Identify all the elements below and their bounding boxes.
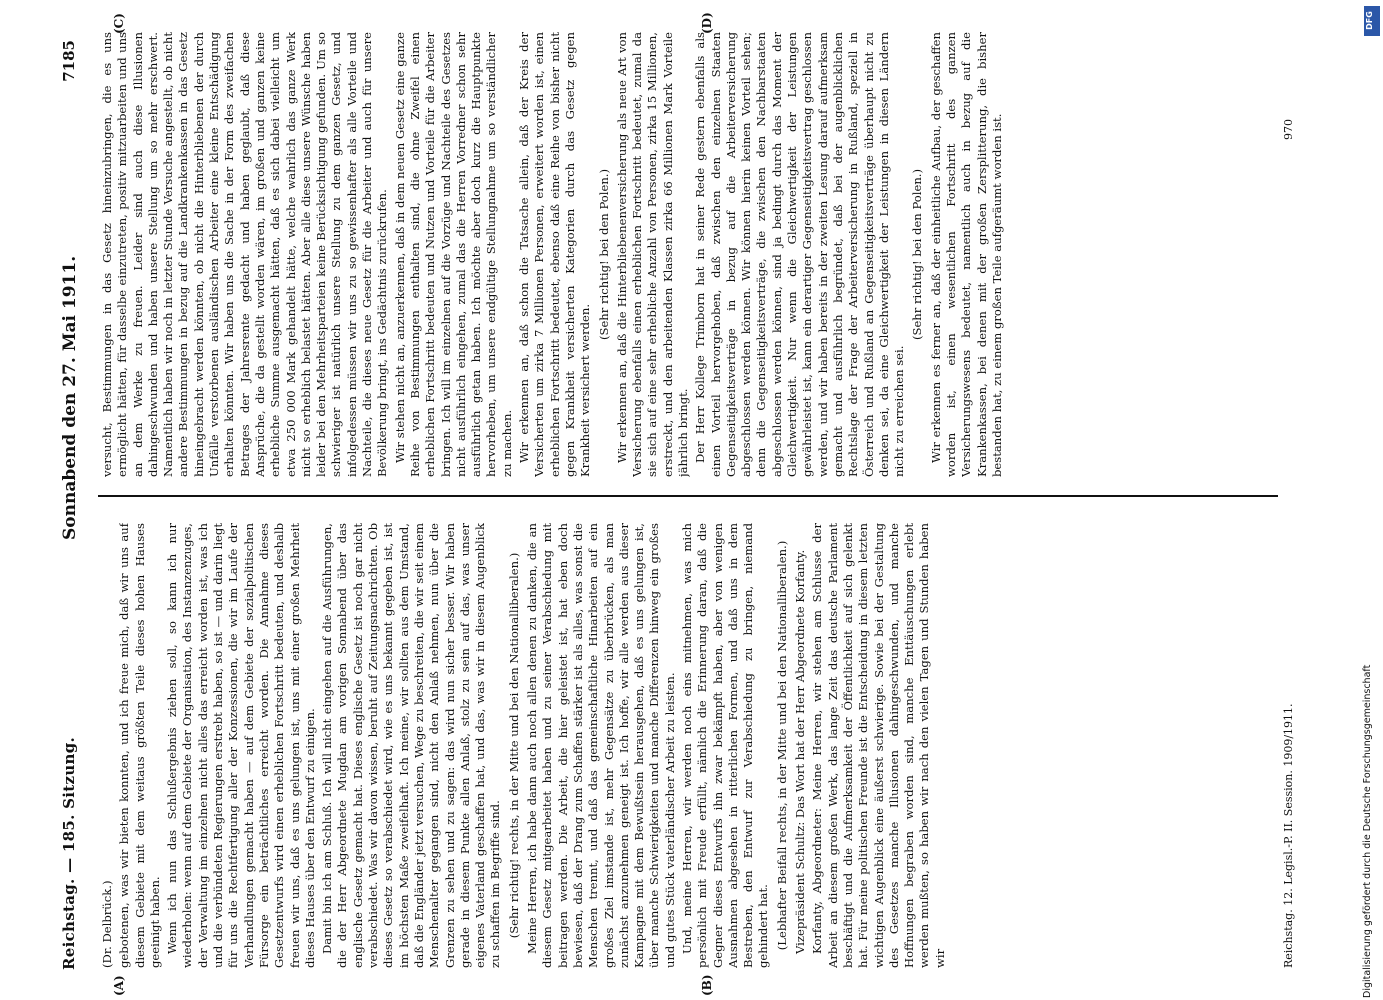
paragraph: versucht, Bestimmungen in das Gesetz hineinzubringen, die es uns ermöglicht hätten, für dasselbe einzutreten, positiv mitzuarbeiten und uns an dem Werke zu freuen. Leider sind auch diese Illusionen dahingeschwunden und haben unsere Stellung um so mehr erschwert. Namentlich haben wir noch in letzter Stunde Versuche angestellt, ob nicht andere Bestimmungen in bezug auf die Landkrankenkassen in das Gesetz hineingebracht werden könnten, ob nicht die Hinterbliebenen der durch Unfälle verstorbenen ausländischen Arbeiter eine kleine Entschädigung erhalten könnten. Wir haben uns die Sache in der Form des zweifachen Betrages der Jahresrente gedacht und haben geglaubt, daß diese Ansprüche, die da gestellt worden wären, im großen und ganzen keine erhebliche Summe ausgemacht hätten, daß es sich dabei vielleicht um etwa 250 000 Mark gehandelt hätte, welche wahrlich das ganze Werk nicht so erheblich belastet hätten. Aber alle diese unsere Wünsche haben leider bei den Mehrheitsparteien keine Berücksichtigung gefunden. Um so schwieriger ist natürlich unsere Stellung zu dem ganzen Gesetz, und infolgedessen müssen wir uns zu so gewissenhafter als alle Vorteile und Nachteile, die dieses neue Gesetz für die Arbeiter und auch für unsere Bevölkerung bringt, ins Gedächtnis zurückrufen. bbox=[100, 32, 390, 477]
paragraph: Korfanty, Abgeordneter: Meine Herren, wir stehen am Schlusse der Arbeit an diesem großen Werk, das lange Zeit das deutsche Parlament beschäftigt und die Aufmerksamkeit der Öffentlichkeit auf sich gelenkt hat. Für meine politischen Freunde ist die Entscheidung in diesem letzten wichtigen Augenblick eine äußerst schwierige. Sowie bei der Gestaltung des Gesetzes manche Illusionen dahingeschwunden, und manche Hoffnungen begraben worden sind, manche Enttäuschungen erlebt werden mußten, so haben wir nach den vielen Tagen und Stunden haben wir bbox=[810, 523, 947, 968]
paragraph: Und, meine Herren, wir werden noch eins mitnehmen, was mich persönlich mit Freude erfüllt, nämlich die Erinnerung daran, daß die Gegner dieses Entwurfs ihn zwar bekämpft haben, aber von wenigen Ausnahmen abgesehen in ritterlichen Formen, und daß uns in dem Bestreben, den Entwurf zur Verabschiedung zu bringen, niemand gehindert hat. bbox=[679, 523, 771, 968]
credit-text: Digitalisierung gefördert durch die Deutsche Forschungsgemeinschaft bbox=[1362, 664, 1373, 998]
header-date: Sonnabend den 27. Mai 1911. bbox=[60, 255, 80, 540]
paragraph: Wir erkennen an, daß die Hinterbliebenenversicherung als neue Art von Versicherung ebenfalls einen erheblichen Fortschritt bedeutet, zumal da sie sich auf eine sehr erhebliche Anzahl von Personen, zirka 15 Millionen, erstreckt, und den arbeitenden Klassen zirka 66 Millionen Mark Vorteile jährlich bringt. bbox=[614, 32, 690, 477]
paragraph: Der Herr Kollege Trimborn hat in seiner Rede gestern ebenfalls als einen Vorteil hervorgehoben, daß zwischen den einzelnen Staaten Gegenseitigkeitsverträge in bezug auf die Arbeiterversicherung abgeschlossen werden können. Wir können hierin keinen Vorteil sehen; denn die Gegenseitigkeitsverträge, die zwischen den Nachbarstaaten abgeschlossen werden können, sind ja bedingt durch das Moment der Gleichwertigkeit. Nur wenn die Gleichwertigkeit der Leistungen gewährleistet ist, kann ein derartiger Gegenseitigkeitsvertrag geschlossen werden, und wir haben bereits in der zweiten Lesung darauf aufmerksam gemacht und ausführlich begründet, daß bei der augenblicklichen Rechtslage der Frage der Arbeiterversicherung in Rußland, speziell in Österreich und Rußland an Gegenseitigkeitsverträge überhaupt nicht zu denken sei, da eine Gleichwertigkeit der Leistungen in diesen Ländern nicht zu erreichen sei. bbox=[693, 32, 907, 477]
paragraph: Wir erkennen es ferner an, daß der einheitliche Aufbau, der geschaffen worden ist, einen wesentlichen Fortschritt des ganzen Versicherungswesens bedeutet, namentlich auch in bezug auf die Krankenkassen, bei denen mit der großen Zersplitterung, die bisher bestanden hat, zu einem großen Teile aufgeräumt worden ist. bbox=[928, 32, 1004, 477]
margin-marker-a: (A) bbox=[112, 975, 126, 996]
margin-marker-d: (D) bbox=[700, 12, 714, 34]
paragraph: gebotenen, was wir bieten konnten, und ich freue mich, daß wir uns auf diesem Gebiete mit dem weitaus größten Teile dieses hohen Hauses geeinigt haben. bbox=[117, 523, 162, 968]
dfg-logo: DFG bbox=[1364, 6, 1380, 36]
margin-marker-b: (B) bbox=[700, 974, 714, 996]
paragraph: Wir stehen nicht an, anzuerkennen, daß in dem neuen Gesetz eine ganze Reihe von Bestimmungen enthalten sind, die ohne Zweifel einen erheblichen Fortschritt bedeuten und Nutzen und Vorteile für die Arbeiter bringen. Ich will im einzelnen auf die Vorzüge und Nachteile des Gesetzes nicht ausführlich eingehen, zumal das die Herren Vorredner schon sehr ausführlich getan haben. Ich möchte aber doch kurz die Hauptpunkte hervorheben, um unsere endgültige Stellungnahme um so verständlicher zu machen. bbox=[392, 32, 514, 477]
right-text-column bbox=[100, 32, 1280, 477]
paragraph: Damit bin ich am Schluß. Ich will nicht eingehen auf die Ausführungen, die der Herr Abgeordnete Mugdan am vorigen Sonnabend über das englische Gesetz gemacht hat. Dieses englische Gesetz ist noch gar nicht verabschiedet. Was wir davon wissen, beruht auf Zeitungsnachrichten. Ob dieses Gesetz so verabschiedet wird, wie es uns bekannt gegeben ist, ist im höchsten Maße zweifelhaft. Ich meine, wir sollten aus dem Umstand, daß die Engländer jetzt versuchen, Wege zu beschreiten, die wir seit einem Menschenalter gegangen sind, nicht den Anlaß nehmen, nun über die Grenzen zu sehen und zu sagen: das wird nun sicher besser. Wir haben gerade in diesem Punkte allen Anlaß, stolz zu sein auf das, was unser eigenes Vaterland geschaffen hat, und das, was wir in diesem Augenblick zu schaffen im Begriffe sind. bbox=[320, 523, 503, 968]
speaker-reference: (Dr. Delbrück.) bbox=[100, 880, 114, 968]
speaker-announcement: Vizepräsident Schultz: Das Wort hat der Herr Abgeordnete Korfanty. bbox=[793, 549, 808, 954]
applause-note: (Sehr richtig! rechts, in der Mitte und bei den Nationalliberalen.) bbox=[506, 552, 521, 939]
applause-note: (Sehr richtig! bei den Polen.) bbox=[910, 168, 925, 341]
digitization-credit bbox=[1362, 8, 1380, 998]
footer-page-number: 970 bbox=[1282, 119, 1295, 140]
header-session: Reichstag. — 185. Sitzung. bbox=[60, 736, 78, 970]
paragraph: Wir erkennen an, daß schon die Tatsache allein, daß der Kreis der Versicherten um zirka 7 Millionen Personen, erweitert worden ist, einen erheblichen Fortschritt bedeutet, ebenso daß eine Reihe von bisher nicht gegen Krankheit versicherten Kategorien durch das Gesetz gegen Krankheit versichert werden. bbox=[517, 32, 593, 477]
margin-marker-c: (C) bbox=[112, 13, 126, 34]
left-text-column bbox=[100, 523, 1280, 968]
page-header bbox=[60, 40, 90, 970]
paragraph: Meine Herren, ich habe dann auch noch allen denen zu danken, die an diesem Gesetz mitgearbeitet haben und zu seiner Verabschiedung mit beitragen werden. Die Arbeit, die hier geleistet ist, hat eben doch bewiesen, daß der Drang zum Schaffen stärker ist als alles, was sonst die Menschen trennt, und daß das gemeinschaftliche Hinarbeiten auf ein großes Ziel imstande ist, mehr Gegensätze zu überbrücken, als man zunächst anzunehmen geneigt ist. Ich hoffe, wir alle werden aus dieser Kampagne mit dem Bewußtsein herausgehen, daß es uns gelungen ist, über manche Schwierigkeiten und manche Differenzen hinweg ein großes und gutes Stück vaterländischer Arbeit zu leisten. bbox=[525, 523, 677, 968]
applause-note: (Sehr richtig! bei den Polen.) bbox=[596, 168, 611, 341]
header-page-number: 7185 bbox=[60, 40, 78, 82]
column-divider bbox=[98, 495, 1278, 497]
paragraph: Wenn ich nun das Schlußergebnis ziehen soll, so kann ich nur wiederholen: wenn auf dem Gebiete der Organisation, des Instanzenzuges, der Verwaltung im einzelnen nicht alles das erreicht worden ist, was ich und die verbündeten Regierungen erstrebt haben, so ist — und darin liegt für uns die Rechtfertigung aller der Konzessionen, die wir im Laufe der Verhandlungen gemacht haben — auf dem Gebiete der sozialpolitischen Fürsorge ein beträchtliches erreicht worden. Die Annahme dieses Gesetzentwurfs wird einen erheblichen Fortschritt bedeuten, und deshalb freuen wir uns, daß es uns gelungen ist, uns mit einer großen Mehrheit dieses Hauses über den Entwurf zu einigen. bbox=[165, 523, 317, 968]
applause-note: (Lebhafter Beifall rechts, in der Mitte und bei den Nationalliberalen.) bbox=[774, 540, 789, 951]
page-footer: Reichstag. 12. Legisl.-P. II. Session. 1909/1911. bbox=[1282, 703, 1295, 968]
